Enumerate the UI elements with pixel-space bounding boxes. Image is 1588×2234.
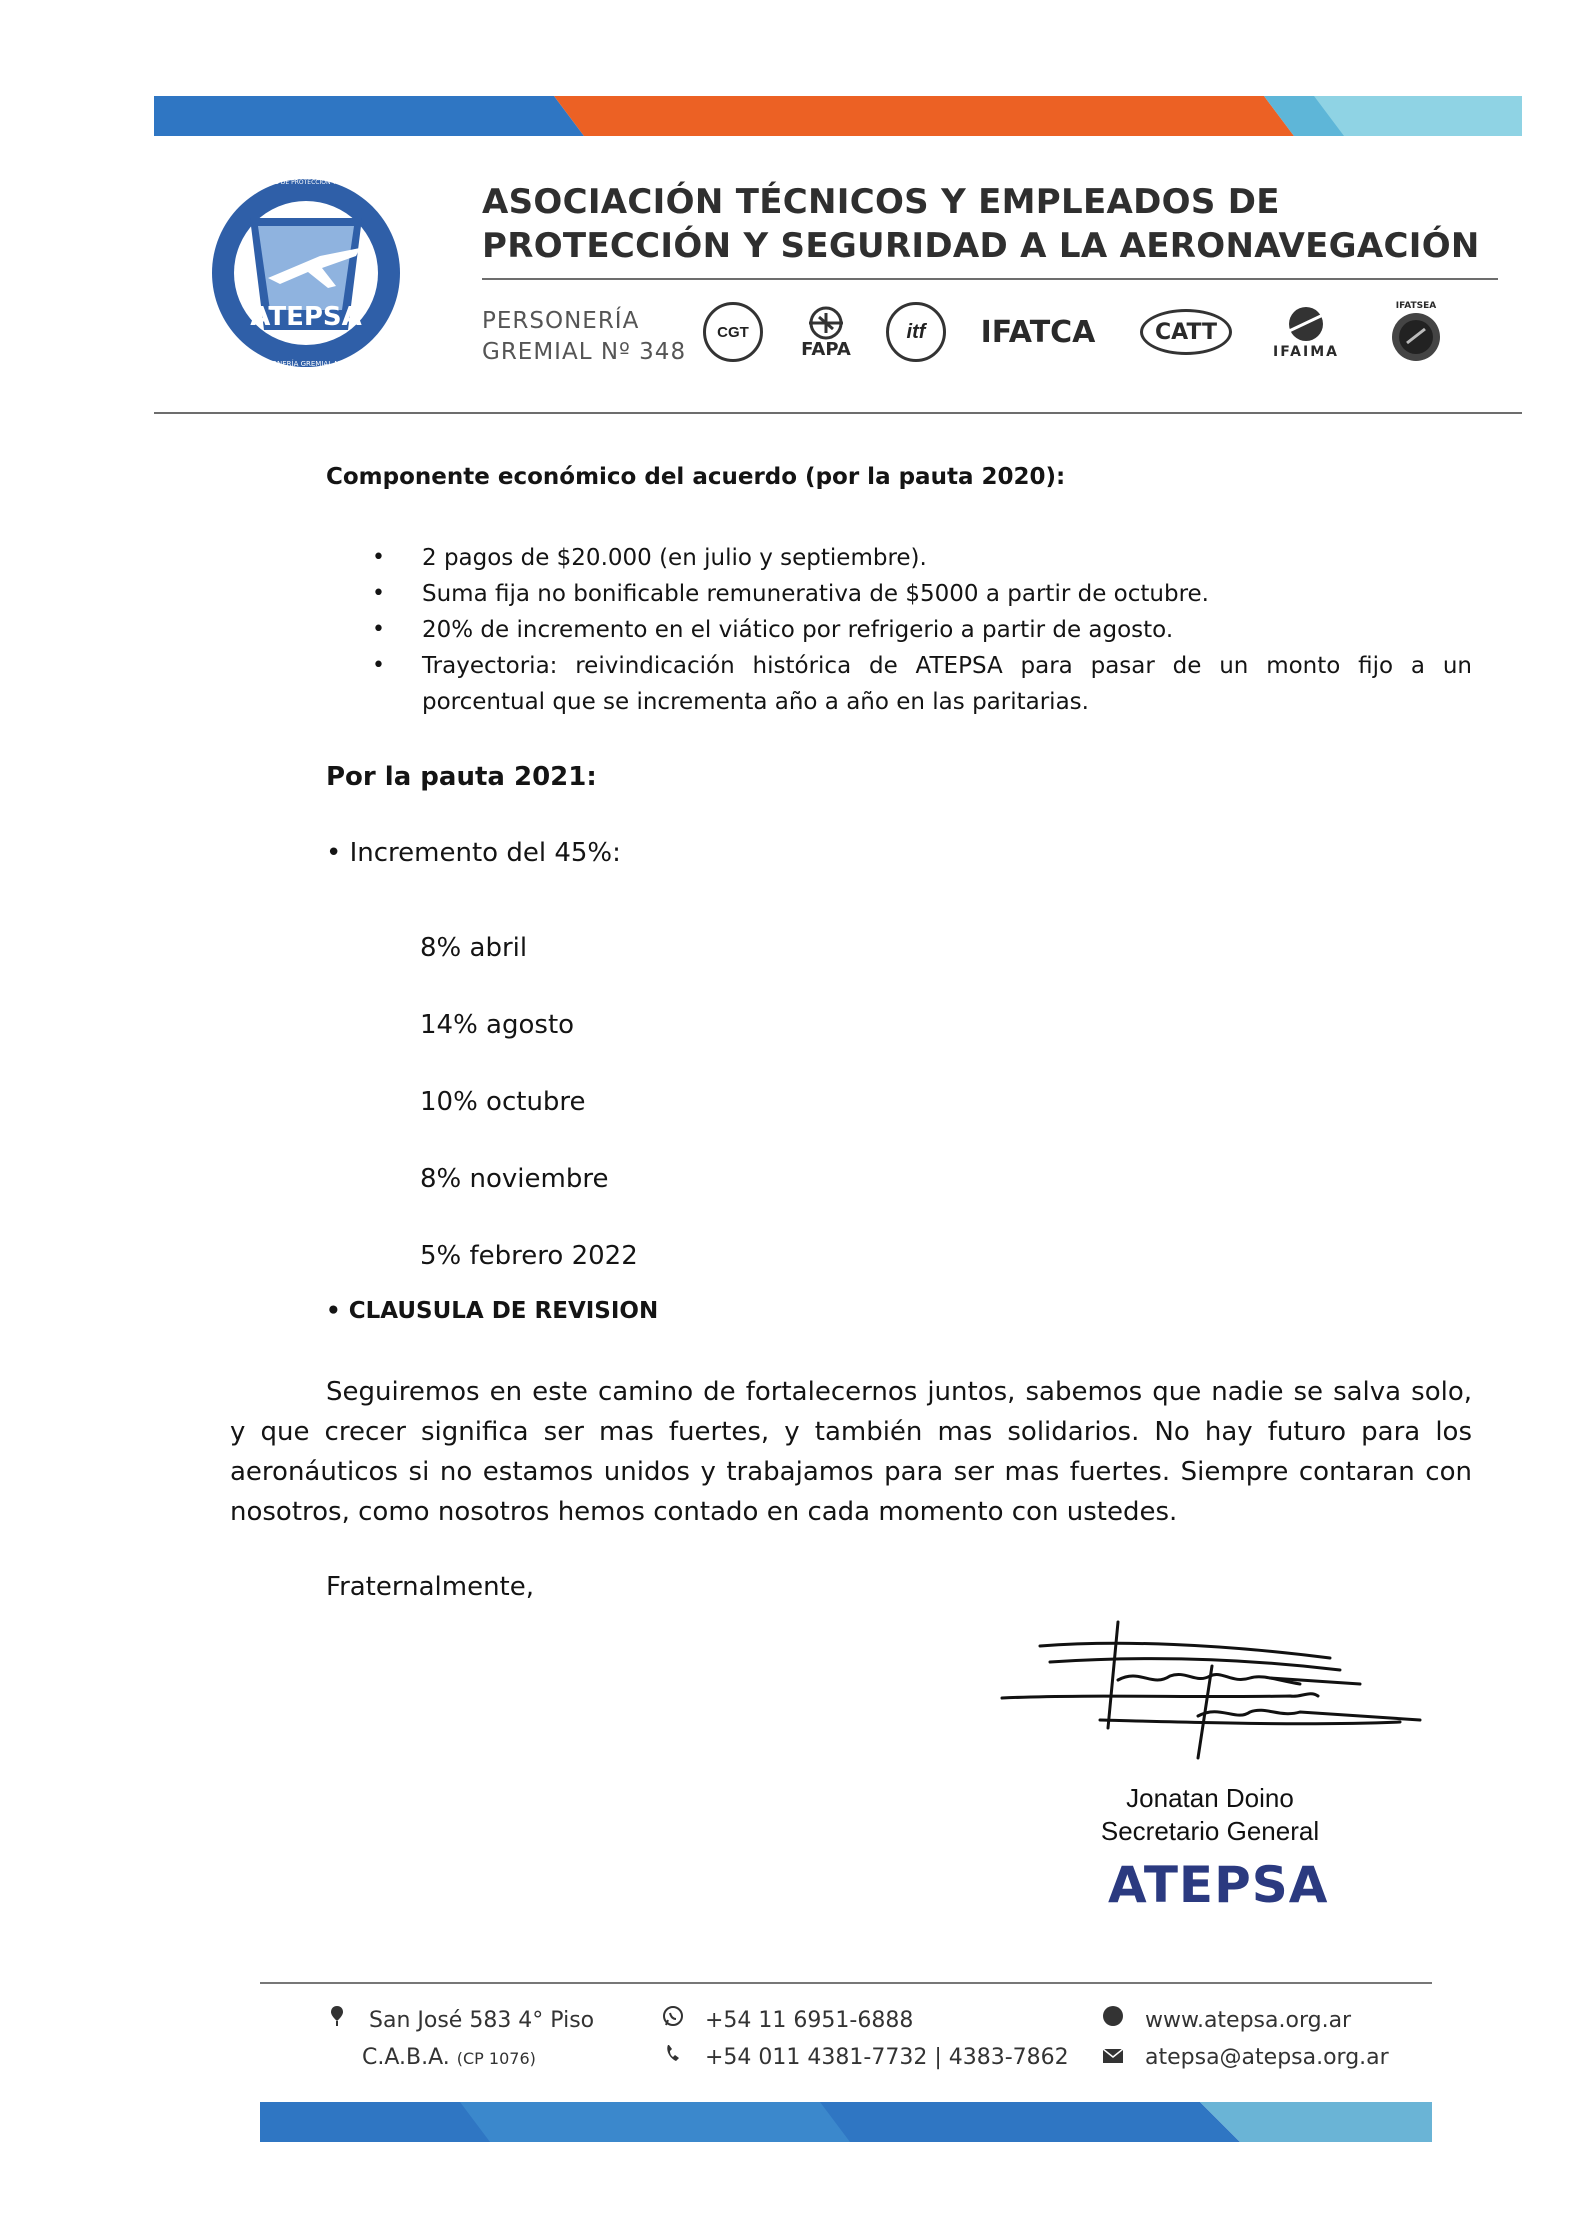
atepsa-brand-logo: ATEPSA: [1108, 1856, 1329, 1914]
title-line-2: PROTECCIÓN Y SEGURIDAD A LA AERONAVEGACIÓN: [482, 226, 1480, 266]
location-pin-icon: [326, 2005, 348, 2027]
fapa-plane-icon: [799, 305, 853, 339]
seal-title-text: ATEPSA: [250, 302, 362, 332]
signer-name: Jonatan Doino: [1126, 1783, 1294, 1813]
header-divider: [154, 412, 1522, 414]
website-link[interactable]: www.atepsa.org.ar: [1145, 2008, 1352, 2033]
ifaima-globe-icon: [1283, 304, 1329, 344]
seal-bottom-text: PERSONERÍA GREMIAL Nº 348: [253, 360, 359, 368]
itf-logo-text: itf: [886, 302, 946, 362]
email-link[interactable]: atepsa@atepsa.org.ar: [1145, 2045, 1389, 2070]
fapa-logo-text: FAPA: [801, 338, 851, 360]
signer-role: Secretario General: [1100, 1816, 1320, 1846]
footer-divider: [260, 1982, 1432, 1984]
phone-icon: [662, 2042, 684, 2064]
increase-schedule-list: [420, 910, 638, 1295]
cgt-logo-text: CGT: [703, 302, 763, 362]
title-divider: [482, 278, 1498, 280]
section-2020-heading: Componente económico del acuerdo (por la pauta 2020):: [326, 464, 1066, 490]
footer-phones: [662, 2002, 1069, 2076]
closing-salutation: Fraternalmente,: [326, 1572, 534, 1602]
revision-clause: • CLAUSULA DE REVISION: [326, 1298, 659, 1324]
personeria-gremial: [482, 306, 686, 368]
footer-address: [326, 2002, 594, 2077]
title-line-1: ASOCIACIÓN TÉCNICOS Y EMPLEADOS DE: [482, 182, 1280, 222]
ifatsea-globe-icon: [1387, 311, 1445, 363]
address-line-1: San José 583 4° Piso: [369, 2008, 595, 2033]
personeria-line-1: PERSONERÍA: [482, 308, 640, 334]
atepsa-seal-logo: [164, 160, 448, 386]
handwritten-signature: [1000, 1618, 1430, 1758]
ifaima-logo-text: IFAIMA: [1273, 344, 1339, 360]
footer-color-band: [260, 2102, 1432, 2142]
ifaima-logo: [1262, 300, 1350, 364]
section-2020-list: [422, 540, 1472, 720]
list-item: • Trayectoria: reivindicación histórica de ATEPSA para pasar de un monto fijo a un porcentual que se incrementa año a año en las paritarias.: [422, 648, 1472, 720]
section-2021-heading: Por la pauta 2021:: [326, 762, 597, 792]
address-line-2: C.A.B.A.: [362, 2045, 450, 2070]
cgt-logo: [700, 300, 766, 364]
list-item: • 20% de incremento en el viático por refrigerio a partir de agosto.: [422, 612, 1472, 648]
increase-line: • Incremento del 45%:: [326, 838, 621, 868]
fapa-logo: [794, 300, 858, 364]
list-item: 5% febrero 2022: [420, 1241, 638, 1271]
signer-block: [1040, 1782, 1380, 1848]
list-item: • Suma fija no bonificable remunerativa de $5000 a partir de octubre.: [422, 576, 1472, 612]
list-item: 8% abril: [420, 933, 528, 963]
email-icon: [1102, 2045, 1124, 2067]
globe-icon: [1102, 2005, 1124, 2027]
catt-badge: [1140, 309, 1232, 355]
ifatca-logo: [972, 300, 1104, 364]
personeria-line-2: GREMIAL Nº 348: [482, 339, 687, 365]
seal-ring-text: ASOCIACIÓN TÉCNICOS Y EMPLEADOS DE PROTECCIÓN Y SEGURIDAD A LA AERONAVEGACIÓN: [164, 179, 448, 186]
organization-title: [482, 180, 1492, 268]
list-item: 14% agosto: [420, 1010, 575, 1040]
catt-logo-text: CATT: [1155, 319, 1217, 345]
catt-logo: [1136, 300, 1236, 364]
whatsapp-icon: [662, 2005, 684, 2027]
itf-logo: [884, 300, 948, 364]
closing-paragraph: Seguiremos en este camino de fortalecernos juntos, sabemos que nadie se salva solo, y que crecer significa ser mas fuertes, y también mas solidarios. No hay futuro para los aeronáuticos si no estamos unidos y trabajamos para ser mas fuertes. Siempre contaran con nosotros, como nosotros hemos contado en cada momento con ustedes.: [230, 1377, 1472, 1527]
ifatca-logo-text: IFATCA: [980, 314, 1096, 350]
ifatsea-logo: [1380, 300, 1452, 364]
phone-numbers[interactable]: +54 011 4381-7732 | 4383-7862: [705, 2045, 1069, 2070]
list-item: 10% octubre: [420, 1087, 586, 1117]
footer-contact: [1102, 2002, 1389, 2076]
list-item: • 2 pagos de $20.000 (en julio y septiembre).: [422, 540, 1472, 576]
whatsapp-number[interactable]: +54 11 6951-6888: [705, 2008, 914, 2033]
address-postal-code: (CP 1076): [456, 2049, 536, 2068]
ifatsea-logo-text: IFATSEA: [1395, 301, 1437, 311]
list-item: 8% noviembre: [420, 1164, 609, 1194]
header-color-band: [154, 96, 1522, 136]
